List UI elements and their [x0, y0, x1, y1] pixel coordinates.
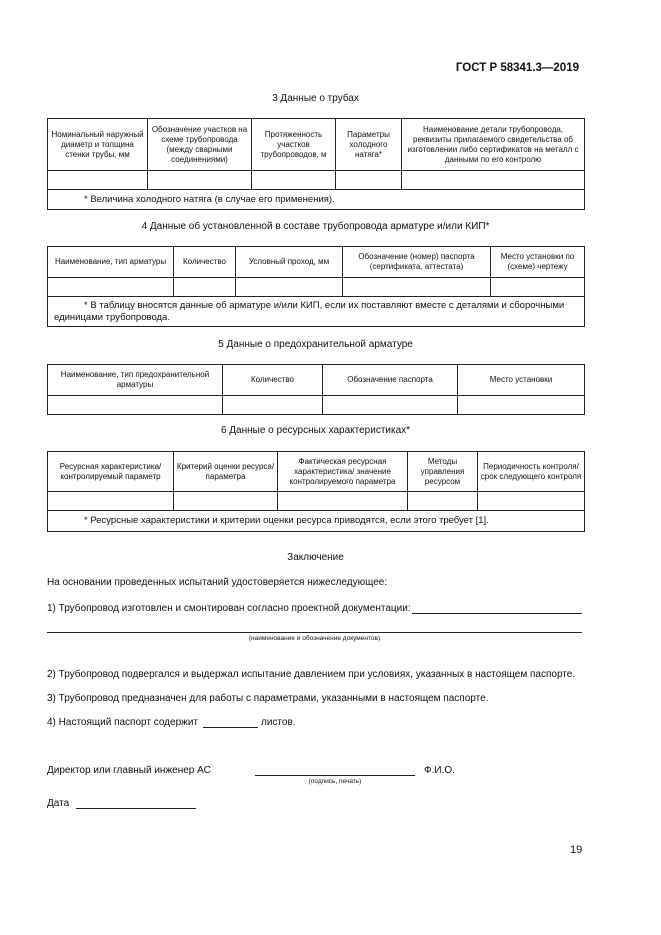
table-row: [48, 492, 585, 511]
table-header-row: [48, 452, 585, 492]
table-cell: [48, 171, 148, 190]
conclusion-item-3: 3) Трубопровод предназначен для работы с параметрами, указанными в настоящем паспорте.: [47, 693, 489, 704]
page-number: 19: [570, 844, 583, 856]
signature-caption: (подпись, печать): [308, 778, 362, 785]
table-cell: [491, 278, 585, 297]
signature-line[interactable]: [255, 775, 415, 776]
table-cell: [148, 171, 252, 190]
table-cell: [252, 171, 336, 190]
conclusion-intro: На основании проведенных испытаний удостоверяется нижеследующее:: [47, 577, 388, 588]
date-line[interactable]: [76, 808, 196, 809]
col-header: Фактическая ресурсная характеристика/ значение контролируемого параметра: [278, 452, 408, 492]
director-label: Директор или главный инженер АС: [47, 765, 211, 776]
col-header: Количество: [174, 247, 236, 278]
conclusion-item-2: 2) Трубопровод подвергался и выдержал испытание давлением при условиях, указанных в настоящем паспорте.: [47, 669, 576, 680]
table-cell: [323, 396, 458, 415]
conclusion-item-4-prefix: 4) Настоящий паспорт содержит: [47, 717, 198, 728]
col-header: Обозначение паспорта: [323, 365, 458, 396]
section-3-title: 3 Данные о трубах: [272, 93, 359, 104]
sheet-count-blank[interactable]: [203, 727, 258, 728]
table-header-row: [48, 365, 585, 396]
table-cell: [336, 171, 402, 190]
col-header: Параметры холодного натяга*: [336, 119, 402, 171]
table-note: * В таблицу вносятся данные об арматуре и/или КИП, если их поставляют вместе с деталями и сборочными единицами трубопровода.: [48, 297, 585, 327]
table-cell: [223, 396, 323, 415]
conclusion-title: Заключение: [287, 552, 344, 563]
table-cell: [343, 278, 491, 297]
table-note-row: [48, 297, 585, 327]
table-cell: [458, 396, 585, 415]
col-header: Обозначение (номер) паспорта (сертификата, аттестата): [343, 247, 491, 278]
conclusion-item-1: 1) Трубопровод изготовлен и смонтирован согласно проектной документации:: [47, 603, 411, 614]
table-cell: [278, 492, 408, 511]
col-header: Критерий оценки ресурса/параметра: [174, 452, 278, 492]
fio-label: Ф.И.О.: [424, 765, 455, 776]
col-header: Наименование детали трубопровода, реквизиты прилагаемого свидетельства об изготовлении либо сертификатов на металл с данными по его контролю: [402, 119, 585, 171]
table-cell: [48, 492, 174, 511]
table-row: [48, 396, 585, 415]
section-6-title: 6 Данные о ресурсных характеристиках*: [220, 425, 411, 436]
table-cell: [408, 492, 478, 511]
table-cell: [236, 278, 343, 297]
col-header: Номинальный наружный диаметр и толщина стенки трубы, мм: [48, 119, 148, 171]
section-5-title: 5 Данные о предохранительной арматуре: [218, 339, 413, 350]
col-header: Периодичность контроля/срок следующего контроля: [478, 452, 585, 492]
section-4-title: 4 Данные об установленной в составе трубопровода арматуре и/или КИП*: [141, 221, 490, 232]
table-note: * Величина холодного натяга (в случае его применения).: [48, 190, 585, 210]
table-note-row: [48, 190, 585, 210]
table-header-row: [48, 247, 585, 278]
col-header: Наименование, тип арматуры: [48, 247, 174, 278]
safety-valves-table: [47, 364, 585, 415]
col-header: Количество: [223, 365, 323, 396]
pipes-table: [47, 118, 585, 210]
table-row: [48, 278, 585, 297]
col-header: Протяженность участков трубопроводов, м: [252, 119, 336, 171]
table-cell: [48, 396, 223, 415]
item-1-caption: (наименование и обозначение документов): [248, 635, 381, 642]
item-1-document-line[interactable]: [47, 632, 582, 633]
date-label: Дата: [47, 798, 70, 809]
table-cell: [478, 492, 585, 511]
table-cell: [174, 278, 236, 297]
document-code: ГОСТ Р 58341.3—2019: [455, 62, 579, 74]
col-header: Место установки по (схеме) чертежу: [491, 247, 585, 278]
item-1-blank-line[interactable]: [412, 613, 582, 614]
table-cell: [402, 171, 585, 190]
table-cell: [48, 278, 174, 297]
table-note: * Ресурсные характеристики и критерии оценки ресурса приводятся, если этого требует [1].: [48, 511, 585, 532]
col-header: Ресурсная характеристика/ контролируемый параметр: [48, 452, 174, 492]
col-header: Методы управления ресурсом: [408, 452, 478, 492]
table-note-row: [48, 511, 585, 532]
table-header-row: [48, 119, 585, 171]
table-row: [48, 171, 585, 190]
col-header: Обозначение участков на схеме трубопровода (между сварными соединениями): [148, 119, 252, 171]
col-header: Наименование, тип предохранительной арматуры: [48, 365, 223, 396]
conclusion-item-4-suffix: листов.: [261, 717, 296, 728]
table-cell: [174, 492, 278, 511]
valves-table: [47, 246, 585, 327]
resource-table: [47, 451, 585, 532]
col-header: Место установки: [458, 365, 585, 396]
col-header: Условный проход, мм: [236, 247, 343, 278]
